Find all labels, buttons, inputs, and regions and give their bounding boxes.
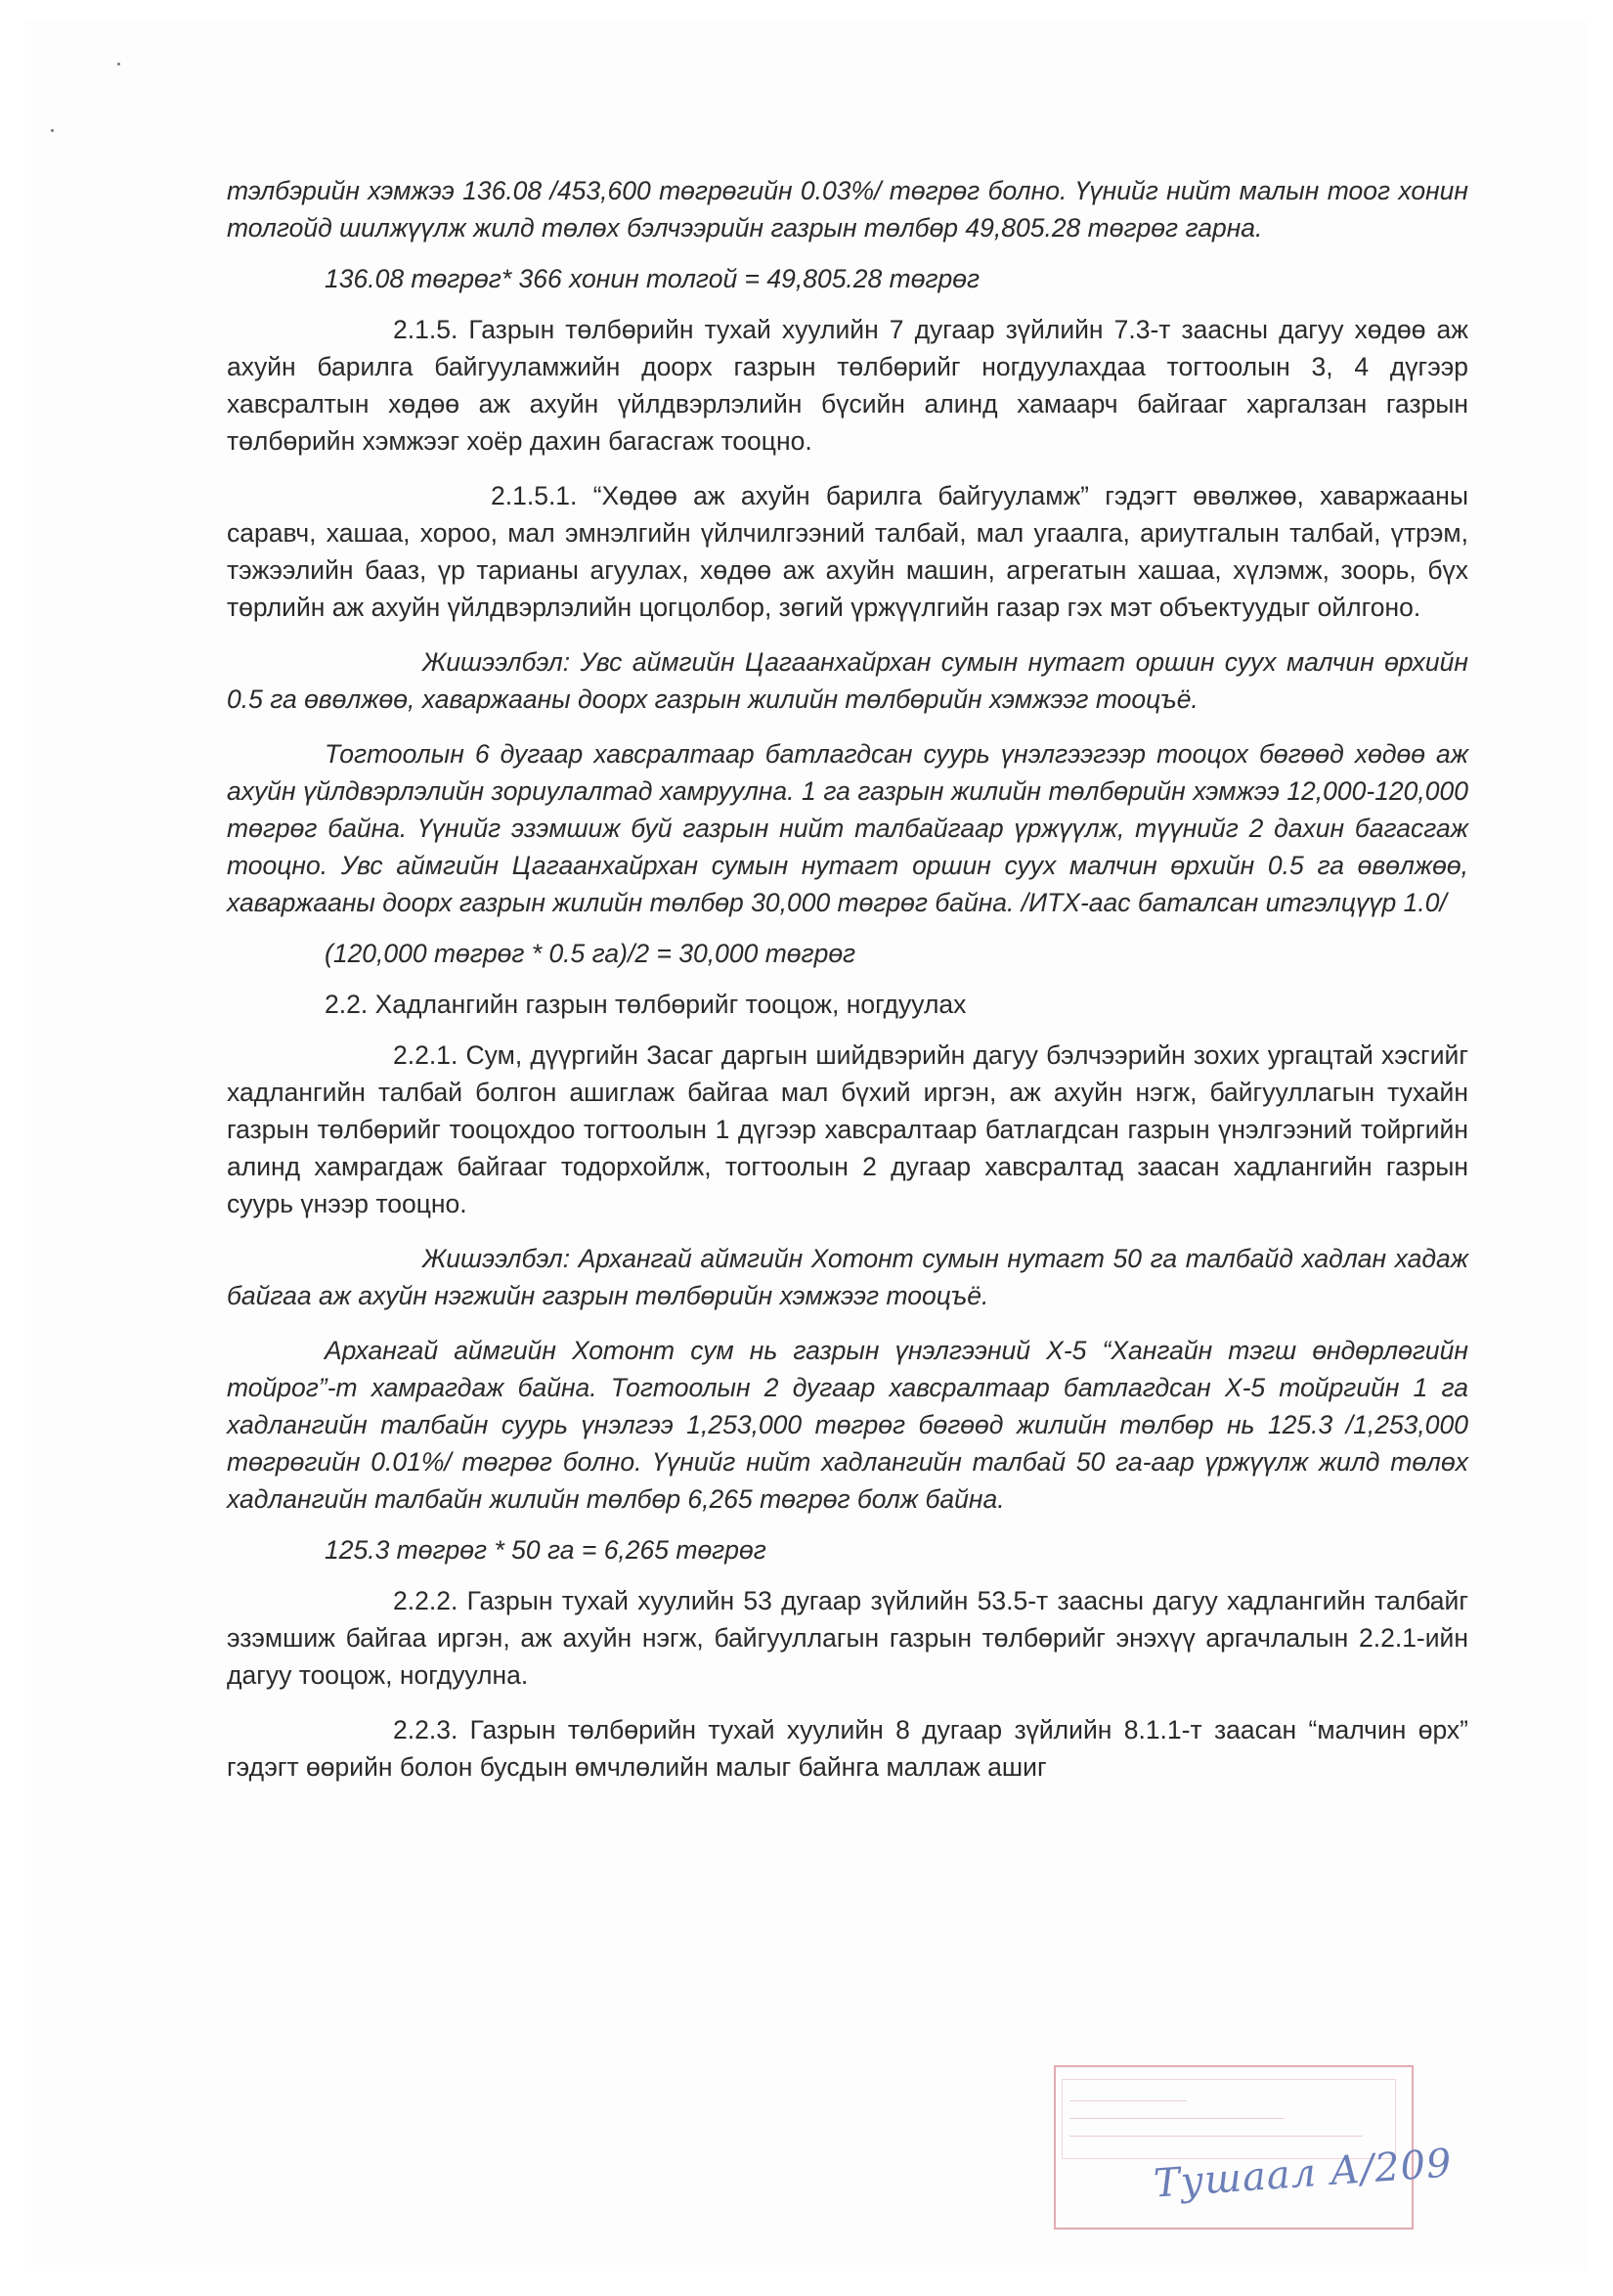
formula-winter-camp-fee: (120,000 төгрөг * 0.5 га)/2 = 30,000 төгрөг [325,939,856,968]
handwritten-signature: Тушаал А/209 [1152,2141,1455,2207]
paragraph-pasture-fee-result: тэлбэрийн хэмжээ 136.08 /453,600 төгрөгийн 0.03%/ төгрөг болно. Үүнийг нийт малын тоог хонин толгойд шилжүүлж жилд төлөх бэлчээрийн газрын төлбөр 49,805.28 төгрөг гарна. [227,176,1468,243]
paragraph-2-2-1: 2.2.1. Сум, дүүргийн Засаг даргын шийдвэрийн дагуу бэлчээрийн зохих ургацтай хэсгийг хадлангийн талбай болгон ашиглаж байгаа мал бүхий иргэн, аж ахуйн нэгж, байгууллагын тухайн газрын төлбөрийг тооцохдоо тогтоолын 1 дүгээр хавсралтаар батлагдсан газрын үнэлгээний тойргийн алинд хамрагдаж байгааг тодорхойлж, тогтоолын 2 дугаар хавсралтад заасан хадлангийн газрын суурь үнээр тооцно. [227,1040,1468,1218]
formula-hayfield-fee: 125.3 төгрөг * 50 га = 6,265 төгрөг [325,1535,766,1565]
example-arkhangai-heading: Жишээлбэл: Архангай аймгийн Хотонт сумын нутагт 50 га талбайд хадлан хадаж байгаа аж ахуйн нэгжийн газрын төлбөрийн хэмжээг тооцъё. [227,1244,1468,1310]
stamp-inner-box [1062,2079,1396,2159]
example-arkhangai-calculation: Архангай аймгийн Хотонт сум нь газрын үнэлгээний Х-5 “Хангайн тэгш өндөрлөгийн тойрог”-т хамрагдаж байна. Тогтоолын 2 дугаар хавсралтаар батлагдсан Х-5 тойргийн 1 га хадлангийн талбайн суурь үнэлгээ 1,253,000 төгрөг бөгөөд жилийн төлбөр нь 125.3 /1,253,000 төгрөгийн 0.01%/ төгрөг болно. Үүнийг нийт хадлангийн талбай 50 га-аар үржүүлж жилд төлөх хадлангийн талбайн жилийн төлбөр 6,265 төгрөг болж байна. [227,1336,1468,1514]
stamp-line [1069,2136,1363,2137]
document-body [227,172,1468,1786]
section-2-2-heading: 2.2. Хадлангийн газрын төлбөрийг тооцож, ногдуулах [325,990,967,1019]
stamp-line [1069,2118,1285,2119]
paragraph-2-1-5-1: 2.1.5.1. “Хөдөө аж ахуйн барилга байгууламж” гэдэгт өвөлжөө, хаваржааны саравч, хашаа, хороо, мал эмнэлгийн үйлчилгээний талбай, мал угаалга, ариутгалын талбай, үтрэм, тэжээлийн бааз, үр тарианы агуулах, хөдөө аж ахуйн машин, агрегатын хашаа, хүлэмж, зоорь, бүх төрлийн аж ахуйн үйлдвэрлэлийн цогцолбор, зөгий үржүүлгийн газар гэх мэт объектуудыг ойлгоно. [227,481,1468,622]
scan-speck [51,129,54,132]
paragraph-2-1-5: 2.1.5. Газрын төлбөрийн тухай хуулийн 7 дугаар зүйлийн 7.3-т заасны дагуу хөдөө аж ахуйн барилга байгууламжийн доорх газрын төлбөрийг ногдуулахдаа тогтоолын 3, 4 дүгээр хавсралтын хөдөө аж ахуйн үйлдвэрлэлийн бүсийн алинд хамаарч байгааг харгалзан газрын төлбөрийн хэмжээг хоёр дахин багасгаж тооцно. [227,315,1468,456]
stamp-line [1069,2100,1187,2101]
paragraph-2-2-3: 2.2.3. Газрын төлбөрийн тухай хуулийн 8 дугаар зүйлийн 8.1.1-т заасан “малчин өрх” гэдэгт өөрийн болон бусдын өмчлөлийн малыг байнга маллаж ашиг [227,1715,1468,1782]
scan-speck [117,63,120,66]
example-uvs-heading: Жишээлбэл: Увс аймгийн Цагаанхайрхан сумын нутагт оршин суух малчин өрхийн 0.5 га өвөлжөө, хаваржааны доорх газрын жилийн төлбөрийн хэмжээг тооцъё. [227,647,1468,714]
paragraph-2-2-2: 2.2.2. Газрын тухай хуулийн 53 дугаар зүйлийн 53.5-т заасны дагуу хадлангийн талбайг эзэмшиж байгаа иргэн, аж ахуйн нэгж, байгууллагын газрын төлбөрийг энэхүү аргачлалын 2.2.1-ийн дагуу тооцож, ногдуулна. [227,1586,1468,1690]
formula-pasture-fee: 136.08 төгрөг* 366 хонин толгой = 49,805.28 төгрөг [325,264,981,293]
example-uvs-calculation: Тогтоолын 6 дугаар хавсралтаар батлагдсан суурь үнэлгээгээр тооцох бөгөөд хөдөө аж ахуйн үйлдвэрлэлийн зориулалтад хамруулна. 1 га газрын жилийн төлбөрийн хэмжээ 12,000-120,000 төгрөг байна. Үүнийг эзэмшиж буй газрын нийт талбайгаар үржүүлж, түүнийг 2 дахин багасгаж тооцно. Увс аймгийн Цагаанхайрхан сумын нутагт оршин суух малчин өрхийн 0.5 га өвөлжөө, хаваржааны доорх газрын жилийн төлбөр 30,000 төгрөг байна. /ИТХ-аас баталсан итгэлцүүр 1.0/ [227,739,1468,917]
